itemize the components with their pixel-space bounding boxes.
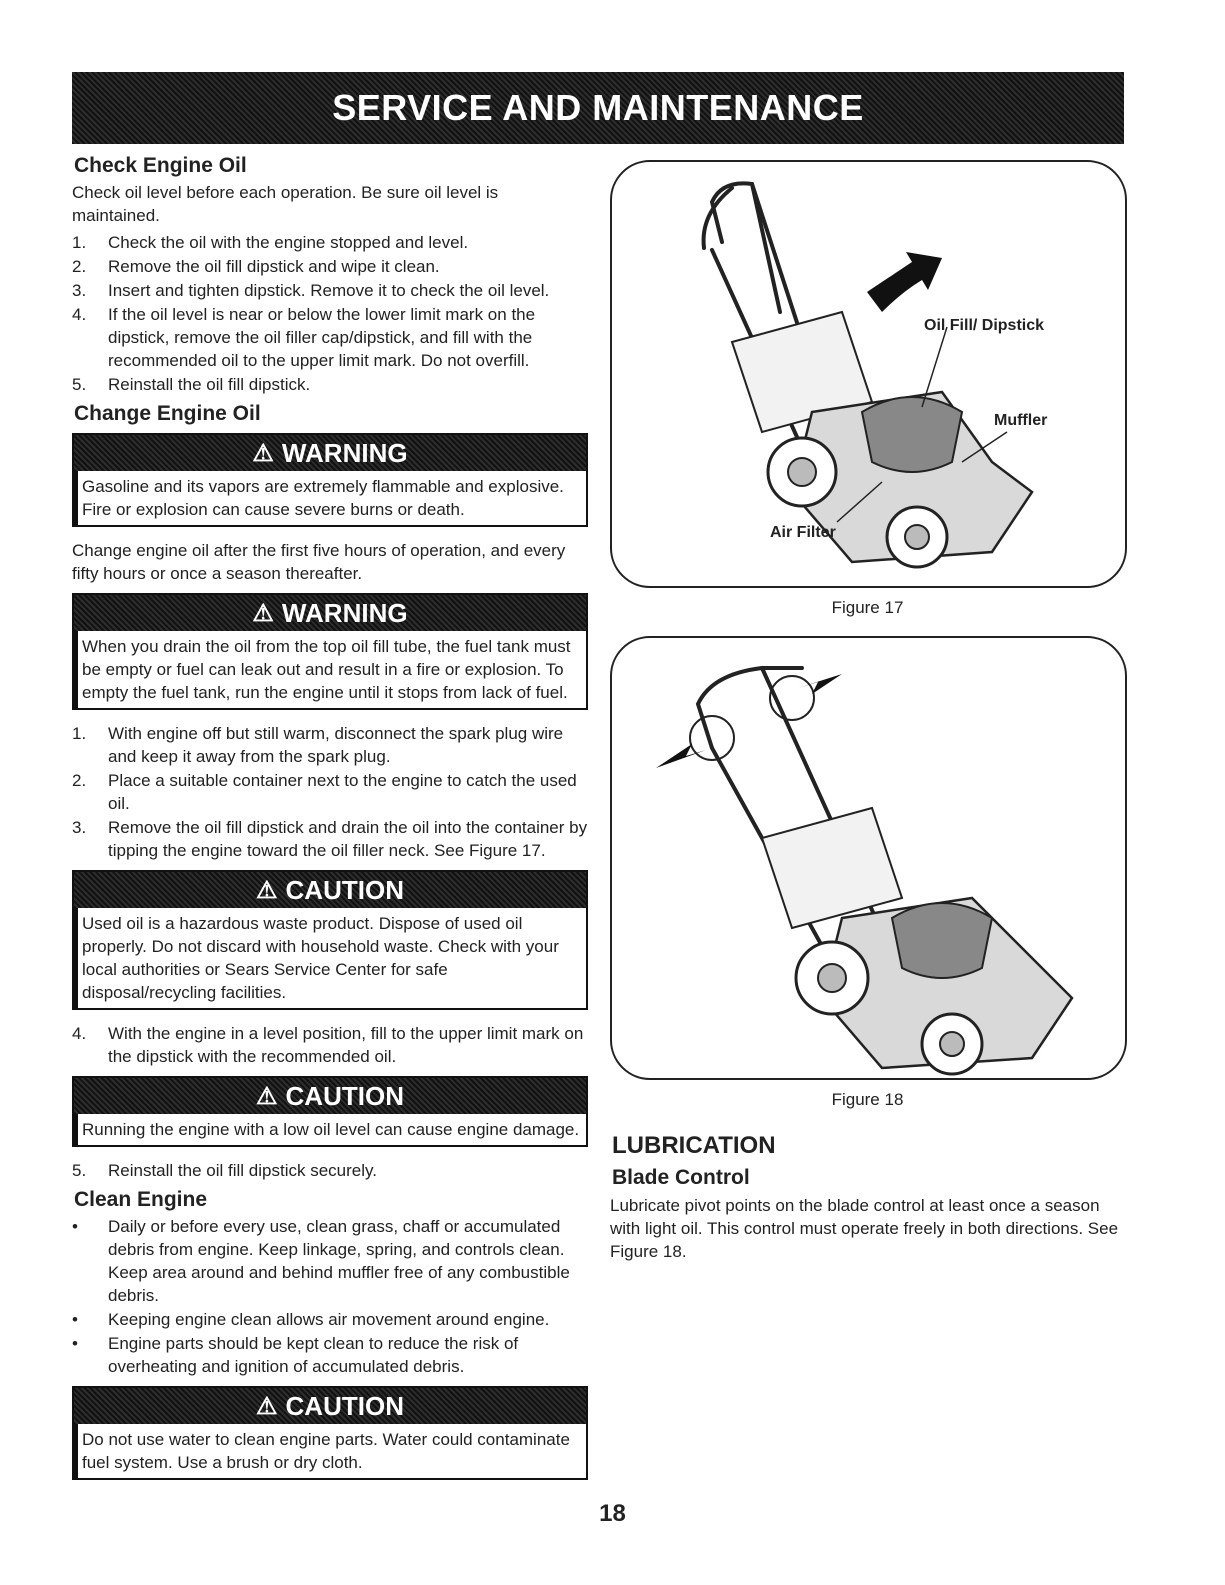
figure-17 [610,160,1127,588]
change-oil-steps-c [72,1159,588,1182]
alert-text: Do not use water to clean engine parts. Water could contaminate fuel system. Use a brush or dry cloth. [74,1424,586,1478]
step-number: 1. [72,233,87,252]
alert-text: Running the engine with a low oil level can cause engine damage. [74,1114,586,1145]
change-oil-intro: Change engine oil after the first five hours of operation, and every fifty hours or once a season thereafter. [72,541,566,583]
step-number: 4. [72,1024,87,1043]
heading-check-engine-oil: Check Engine Oil [74,154,247,177]
step-text: Reinstall the oil fill dipstick. [108,375,311,394]
step-number: 3. [72,281,87,300]
heading-blade-control: Blade Control [612,1166,750,1189]
list-item [72,1332,588,1378]
step-number: 5. [72,375,87,394]
bullet: • [72,1334,78,1353]
alert-header [74,872,586,908]
step-text: Place a suitable container next to the engine to catch the used oil. [108,771,577,813]
list-item [72,1308,588,1331]
warning-triangle-icon: ⚠ [252,439,274,467]
warning-box-flammable [72,433,588,527]
page-number: 18 [599,1500,626,1527]
step-number: 2. [72,771,87,790]
list-item [72,1215,588,1307]
list-item [72,231,588,254]
alert-header [74,435,586,471]
alert-header [74,1078,586,1114]
lawn-mower-illustration [612,162,1125,586]
step-text: Check the oil with the engine stopped and level. [108,233,469,252]
warning-triangle-icon: ⚠ [252,599,274,627]
callout-air-filter: Air Filter [770,524,836,541]
step-text: If the oil level is near or below the lower limit mark on the dipstick, remove the oil filler cap/dipstick, and fill with the recommended oil to the upper limit mark. Do not overfill. [108,305,536,370]
right-column [610,160,1125,1267]
list-item [72,303,588,372]
step-number: 3. [72,818,87,837]
alert-header [74,595,586,631]
step-number: 5. [72,1161,87,1180]
step-text: Remove the oil fill dipstick and wipe it clean. [108,257,440,276]
warning-triangle-icon: ⚠ [256,1082,278,1110]
figure-18-caption: Figure 18 [831,1090,904,1109]
callout-oil-fill-dipstick: Oil Fill/ Dipstick [924,317,1045,334]
check-oil-steps [72,231,588,396]
heading-change-engine-oil: Change Engine Oil [74,402,261,425]
list-item [72,1159,588,1182]
list-item [72,255,588,278]
step-text: With engine off but still warm, disconnect the spark plug wire and keep it away from the spark plug. [108,724,564,766]
step-text: With the engine in a level position, fill to the upper limit mark on the dipstick with the recommended oil. [108,1024,584,1066]
callout-muffler: Muffler [994,412,1048,429]
warning-triangle-icon: ⚠ [256,876,278,904]
alert-title: CAUTION [285,1080,404,1111]
list-item [72,816,588,862]
alert-title: WARNING [281,597,408,628]
figure-18 [610,636,1127,1080]
check-oil-intro: Check oil level before each operation. Be sure oil level is maintained. [72,183,499,225]
bullet-text: Daily or before every use, clean grass, chaff or accumulated debris from engine. Keep linkage, spring, and controls clean. Keep area around and behind muffler free of any combustible debris. [108,1217,570,1305]
alert-title: WARNING [281,437,408,468]
warning-triangle-icon: ⚠ [256,1392,278,1420]
blade-control-text: Lubricate pivot points on the blade control at least once a season with light oil. This control must operate freely in both directions. See Figure 18. [610,1196,1119,1261]
warning-box-fuel-tank [72,593,588,710]
bullet-text: Engine parts should be kept clean to reduce the risk of overheating and ignition of accumulated debris. [108,1334,519,1376]
step-text: Remove the oil fill dipstick and drain the oil into the container by tipping the engine toward the oil filler neck. See Figure 17. [108,818,588,860]
caution-box-low-oil [72,1076,588,1147]
alert-title: CAUTION [285,874,404,905]
alert-text: When you drain the oil from the top oil fill tube, the fuel tank must be empty or fuel can leak out and result in a fire or explosion. To empty the fuel tank, run the engine until it stops from lack of fuel. [74,631,586,708]
heading-lubrication: LUBRICATION [612,1132,776,1159]
bullet: • [72,1310,78,1329]
section-title: SERVICE AND MAINTENANCE [332,87,864,128]
list-item [72,769,588,815]
list-item [72,1022,588,1068]
clean-engine-bullets [72,1215,588,1378]
heading-clean-engine: Clean Engine [74,1188,208,1211]
lawn-mower-blade-control-illustration [612,638,1125,1078]
caution-box-used-oil [72,870,588,1010]
alert-title: CAUTION [285,1390,404,1421]
alert-text: Used oil is a hazardous waste product. Dispose of used oil properly. Do not discard with household waste. Check with your local authorities or Sears Service Center for safe disposal/recycling facilities. [74,908,586,1008]
alert-text: Gasoline and its vapors are extremely flammable and explosive. Fire or explosion can cause severe burns or death. [74,471,586,525]
caution-box-water [72,1386,588,1480]
alert-header [74,1388,586,1424]
section-banner [72,72,1124,144]
step-number: 1. [72,724,87,743]
step-text: Reinstall the oil fill dipstick securely. [108,1161,377,1180]
step-text: Insert and tighten dipstick. Remove it to check the oil level. [108,281,550,300]
left-column [72,154,588,1492]
list-item [72,373,588,396]
change-oil-steps-a [72,722,588,862]
list-item [72,279,588,302]
figure-17-caption: Figure 17 [831,598,904,617]
step-number: 2. [72,257,87,276]
change-oil-steps-b [72,1022,588,1068]
step-number: 4. [72,305,87,324]
list-item [72,722,588,768]
bullet-text: Keeping engine clean allows air movement around engine. [108,1310,550,1329]
bullet: • [72,1217,78,1236]
